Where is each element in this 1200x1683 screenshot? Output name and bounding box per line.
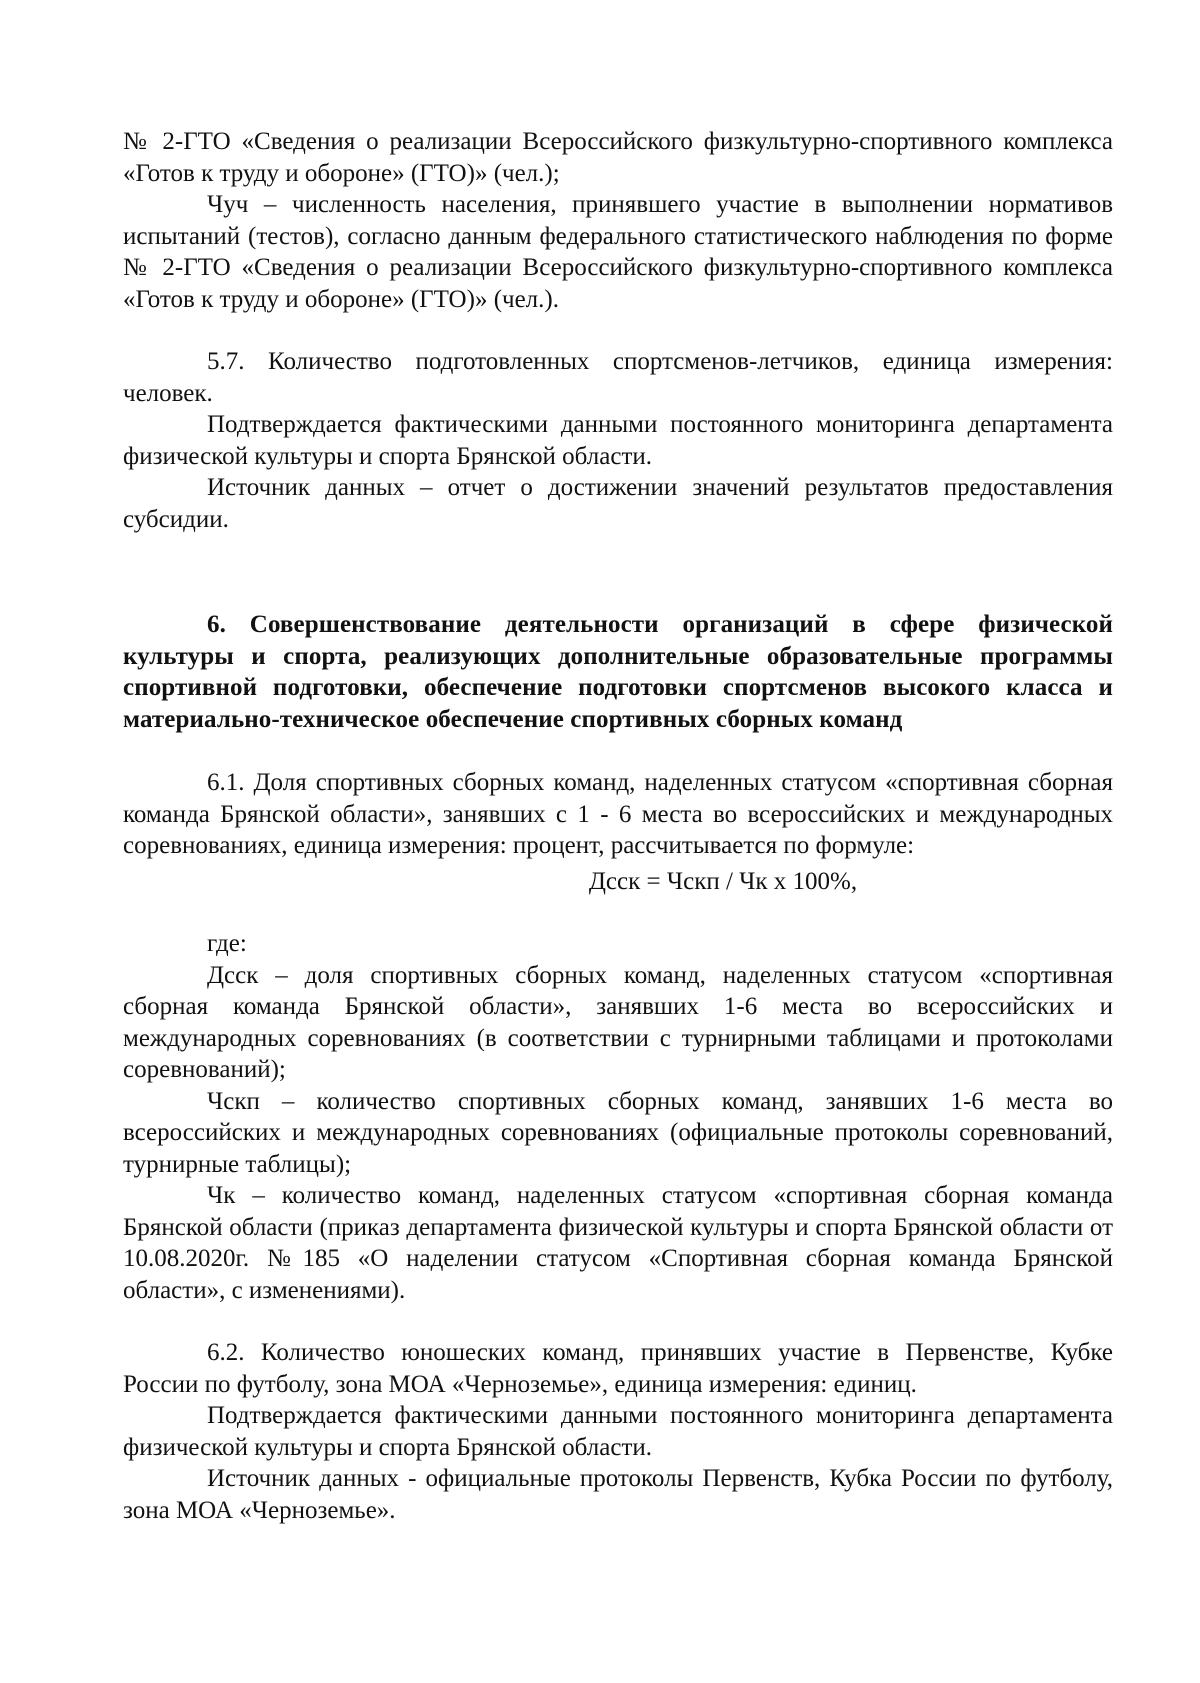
spacer [123, 897, 1113, 928]
paragraph-6-2-confirmation: Подтверждается фактическими данными постоянного мониторинга департамента физической культуры и спорта Брянской области. [123, 1402, 1113, 1461]
paragraph-dssk-definition: Дсск – доля спортивных сборных команд, наделенных статусом «спортивная сборная команда Брянской области», занявших 1-6 места во всероссийских и международных соревнованиях (в соответствии с турнирными таблицами и протоколами соревнований); [123, 961, 1113, 1083]
spacer [123, 1306, 1113, 1337]
paragraph-5-7-source: Источник данных – отчет о достижении значений результатов предоставления субсидии. [123, 474, 1113, 533]
paragraph-5-7-confirmation: Подтверждается фактическими данными постоянного мониторинга департамента физической культуры и спорта Брянской области. [123, 411, 1113, 470]
paragraph-6-2-title: 6.2. Количество юношеских команд, принявших участие в Первенстве, Кубке России по футболу, зона МОА «Черноземье», единица измерения: единиц. [123, 1339, 1113, 1398]
section-6-heading: 6. Совершенствование деятельности организаций в сфере физической культуры и спорта, реализующих дополнительные образовательные программы спортивной подготовки, обеспечение подготовки спортсменов высокого класса и материально-техническое обеспечение спортивных сборных команд [123, 611, 1113, 733]
spacer [123, 735, 1113, 767]
paragraph-chskp-definition: Чскп – количество спортивных сборных команд, занявших 1-6 места во всероссийских и международных соревнованиях (официальные протоколы соревнований, турнирные таблицы); [123, 1087, 1113, 1178]
paragraph-gto-form-tail: № 2-ГТО «Сведения о реализации Всероссийского физкультурно-спортивного комплекса «Готов к труду и обороне» (ГТО)» (чел.); [123, 128, 1113, 187]
document-page [123, 126, 1113, 1526]
paragraph-chk-definition: Чк – количество команд, наделенных статусом «спортивная сборная команда Брянской области (приказ департамента физической культуры и спорта Брянской области от 10.08.2020г. №185 «О наделении статусом «Спортивная сборная команда Брянской области», с изменениями). [123, 1182, 1113, 1304]
formula-dssk: Дсск = Чскп / Чк х 100%, [588, 867, 858, 895]
paragraph-6-2-source: Источник данных - официальные протоколы Первенств, Кубка России по футболу, зона МОА «Черноземье». [123, 1465, 1113, 1524]
paragraph-chuch-definition: Чуч – численность населения, принявшего участие в выполнении нормативов испытаний (тестов), согласно данным федерального статистического наблюдения по форме № 2-ГТО «Сведения о реализации Всероссийского физкультурно-спортивного комплекса «Готов к труду и обороне» (ГТО)» (чел.). [123, 191, 1113, 313]
spacer [123, 315, 1113, 346]
spacer [123, 535, 1113, 609]
paragraph-where: где: [207, 930, 247, 957]
paragraph-6-1-title: 6.1. Доля спортивных сборных команд, наделенных статусом «спортивная сборная команда Брянской области», занявших с 1 - 6 места во всероссийских и международных соревнованиях, единица измерения: процент, рассчитывается по формуле: [123, 769, 1113, 859]
paragraph-5-7-title: 5.7. Количество подготовленных спортсменов-летчиков, единица измерения: человек. [123, 348, 1113, 407]
